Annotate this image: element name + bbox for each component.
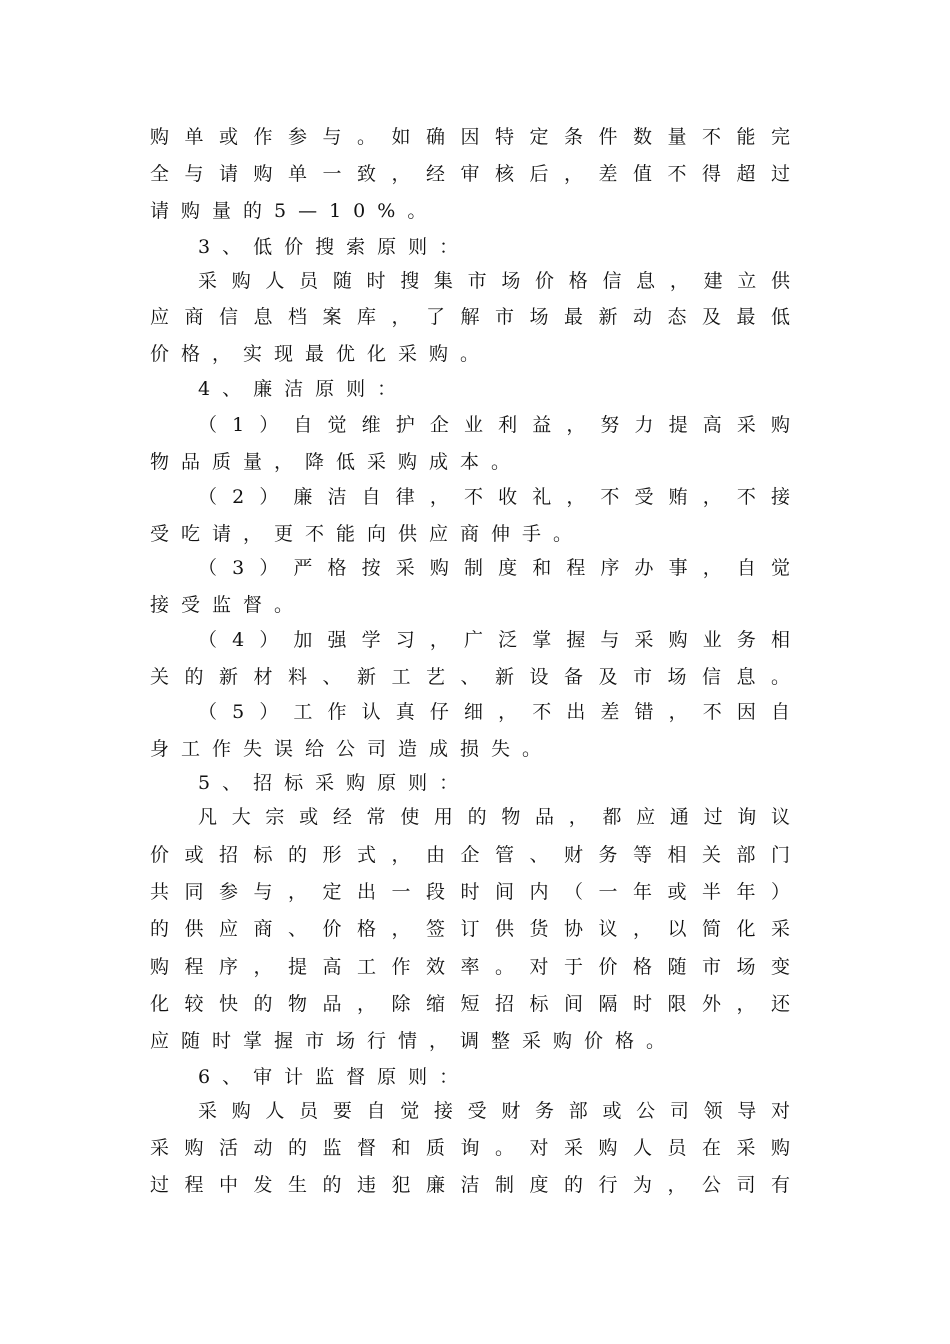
text-line: 凡大宗或经常使用的物品，都应通过询议 — [198, 806, 790, 828]
text-line: 购单或作参与。如确因特定条件数量不能完 — [150, 126, 790, 148]
section-heading: 6、审计监督原则： — [198, 1066, 471, 1088]
text-line: 物品质量，降低采购成本。 — [150, 451, 523, 473]
text-line: 过程中发生的违犯廉洁制度的行为，公司有 — [150, 1174, 790, 1196]
text-line: （5）工作认真仔细，不出差错，不因自 — [198, 701, 790, 723]
text-line: （3）严格按采购制度和程序办事，自觉 — [198, 557, 790, 579]
text-line: 全与请购单一致，经审核后，差值不得超过 — [150, 163, 790, 185]
text-line: （4）加强学习，广泛掌握与采购业务相 — [198, 629, 790, 651]
text-line: （1）自觉维护企业利益，努力提高采购 — [198, 414, 790, 436]
text-line: 采购活动的监督和质询。对采购人员在采购 — [150, 1137, 790, 1159]
section-heading: 5、招标采购原则： — [198, 772, 471, 794]
text-line: 采购人员要自觉接受财务部或公司领导对 — [198, 1100, 790, 1122]
text-line: 受吃请，更不能向供应商伸手。 — [150, 523, 585, 545]
text-line: 关的新材料、新工艺、新设备及市场信息。 — [150, 666, 790, 688]
text-line: 价格，实现最优化采购。 — [150, 343, 492, 365]
text-line: 的供应商、价格，签订供货协议，以简化采 — [150, 918, 790, 940]
text-line: 接受监督。 — [150, 594, 306, 616]
text-line: 化较快的物品，除缩短招标间隔时限外，还 — [150, 993, 790, 1015]
section-heading: 3、低价搜索原则： — [198, 236, 471, 258]
text-line: 请购量的5—10%。 — [150, 200, 439, 222]
text-line: 应商信息档案库，了解市场最新动态及最低 — [150, 306, 790, 328]
text-line: 共同参与，定出一段时间内（一年或半年） — [150, 881, 790, 903]
text-line: 应随时掌握市场行情，调整采购价格。 — [150, 1030, 678, 1052]
text-line: （2）廉洁自律，不收礼，不受贿，不接 — [198, 486, 790, 508]
section-heading: 4、廉洁原则： — [198, 378, 409, 400]
text-line: 价或招标的形式，由企管、财务等相关部门 — [150, 844, 790, 866]
text-line: 采购人员随时搜集市场价格信息，建立供 — [198, 270, 790, 292]
text-line: 身工作失误给公司造成损失。 — [150, 738, 554, 760]
text-line: 购程序，提高工作效率。对于价格随市场变 — [150, 956, 790, 978]
